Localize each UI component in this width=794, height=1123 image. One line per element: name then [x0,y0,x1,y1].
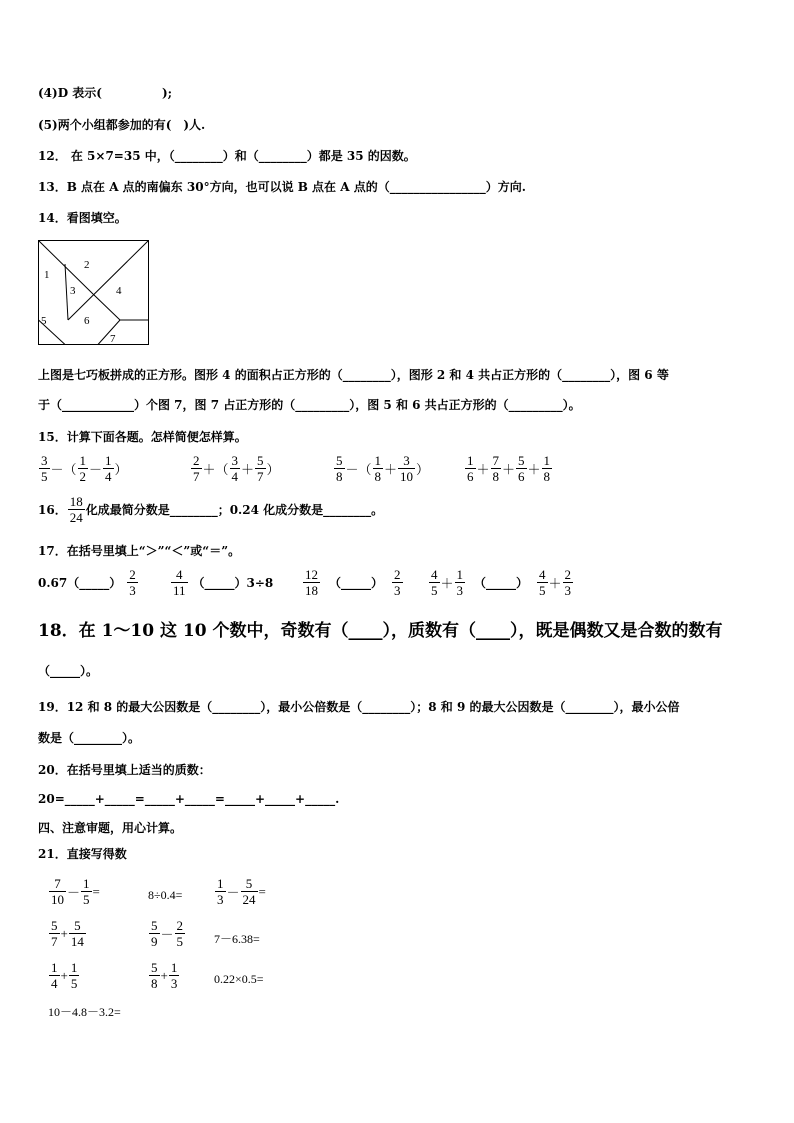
q21-item-7: $\frac{1}{4}$ + $\frac{1}{5}$ [51,960,78,991]
fraction: $\frac{4}{11}$ [173,567,186,598]
fraction: $\frac{5}{14}$ [70,918,84,949]
fraction: $\frac{5}{24}$ [242,876,256,907]
q21-item-3: $\frac{1}{3}$ － $\frac{5}{24}$ = [217,876,266,907]
question-16: 16． $\frac{18}{24}$ 化成最简分数是________；0.24 化成分数是________。 [38,494,384,525]
fraction: $\frac{5}{7}$ [257,453,264,484]
q15-expr-3: $\frac{5}{8}$ －（ $\frac{1}{8}$ ＋ $\frac{3}{10}$ ） [336,453,430,484]
q21-item-1: $\frac{7}{10}$ － $\frac{1}{5}$ = [51,876,100,907]
tangram-label-4: 4 [116,285,122,297]
question-19-a: 19．12 和 8 的最大公因数是（________），最小公倍数是（________）；8 和 9 的最大公因数是（________），最小公倍 [38,700,680,714]
fraction: $\frac{1}{3}$ [217,876,224,907]
q21-item-8: $\frac{5}{8}$ + $\frac{1}{3}$ [151,960,178,991]
question-19-b: 数是（________）。 [38,731,141,745]
q21-item-5: $\frac{5}{9}$ － $\frac{2}{5}$ [151,918,184,949]
tangram-label-7: 7 [110,333,116,345]
fraction: $\frac{1}{4}$ [51,960,58,991]
fraction: $\frac{2}{3}$ [129,567,136,598]
q21-item-9: 0.22×0.5= [214,972,264,986]
fraction: $\frac{2}{7}$ [193,453,200,484]
fraction: $\frac{1}{3}$ [170,960,178,991]
fraction: $\frac{5}{6}$ [518,453,525,484]
fraction: $\frac{12}{18}$ [305,567,318,598]
fraction: $\frac{1}{3}$ [456,567,464,598]
question-15: 15．计算下面各题。怎样简便怎样算。 [38,430,247,444]
question-20: 20．在括号里填上适当的质数： [38,763,211,777]
fraction: $\frac{1}{5}$ [70,960,78,991]
fraction: $\frac{4}{5}$ [539,567,546,598]
q17-item-3: $\frac{12}{18}$ （_____） $\frac{2}{3}$ [305,567,401,598]
fraction: $\frac{4}{5}$ [431,567,438,598]
question-21: 21．直接写得数 [38,847,127,861]
tangram-label-6: 6 [84,315,90,327]
question-20-blanks: 20=_____+_____=_____+_____=_____+_____+_____. [38,792,340,806]
tangram-figure [38,240,150,346]
fraction: $\frac{2}{3}$ [564,567,572,598]
question-13: 13．B 点在 A 点的南偏东 30°方向，也可以说 B 点在 A 点的（________________）方向. [38,180,526,194]
fraction: $\frac{1}{8}$ [374,453,382,484]
fraction: $\frac{1}{4}$ [105,453,112,484]
fraction: $\frac{2}{5}$ [176,918,184,949]
tangram-label-3: 3 [70,285,76,297]
section-4-heading: 四、注意审题，用心计算。 [38,821,183,835]
q21-item-6: 7－6.38= [214,932,260,946]
q17-item-1: 0.67（_____） $\frac{2}{3}$ [38,567,136,598]
q15-expr-4: $\frac{1}{6}$ ＋ $\frac{7}{8}$ ＋ $\frac{5}{6}$ ＋ $\frac{1}{8}$ [467,453,551,484]
question-18-a: 18．在 1～10 这 10 个数中，奇数有（____），质数有（____），既是偶数又是合数的数有 [38,621,723,641]
question-14-text-a: 上图是七巧板拼成的正方形。图形 4 的面积占正方形的（________），图形 2 和 4 共占正方形的（________），图 6 等 [38,368,669,382]
question-14: 14．看图填空。 [38,211,127,225]
question-18-b: （_____）。 [38,664,99,678]
fraction: $\frac{3}{4}$ [231,453,239,484]
q21-item-10: 10－4.8－3.2= [48,1005,121,1019]
fraction: $\frac{1}{5}$ [83,876,90,907]
question-17: 17．在括号里填上“＞”“＜”或“＝”。 [38,544,241,558]
tangram-label-5: 5 [41,315,47,327]
fraction: $\frac{1}{2}$ [79,453,87,484]
tangram-label-1: 1 [44,269,50,281]
fraction: $\frac{5}{7}$ [51,918,58,949]
fraction: $\frac{3}{10}$ [400,453,414,484]
question-12: 12． 在 5×7=35 中，（________）和（________）都是 35 的因数。 [38,149,416,163]
q15-expr-2: $\frac{2}{7}$ ＋（ $\frac{3}{4}$ ＋ $\frac{5}{7}$ ） [193,453,280,484]
q15-expr-1: $\frac{3}{5}$ －（ $\frac{1}{2}$ － $\frac{1}{4}$ ） [41,453,128,484]
fraction: $\frac{5}{8}$ [336,453,343,484]
q17-item-2: $\frac{4}{11}$ （_____）3÷8 [173,567,274,598]
question-14-text-b: 于（____________）个图 7，图 7 占正方形的（_________），图 5 和 6 共占正方形的（_________）。 [38,398,581,412]
q17-item-4: $\frac{4}{5}$ ＋ $\frac{1}{3}$ （_____） $\frac{4}{5}$ ＋ $\frac{2}{3}$ [431,567,572,598]
fraction: $\frac{7}{8}$ [492,453,500,484]
fraction: $\frac{5}{8}$ [151,960,158,991]
line-4d: (4)D 表示( ); [38,86,173,100]
fraction: $\frac{1}{8}$ [543,453,551,484]
tangram-label-2: 2 [84,259,90,271]
q21-item-2: 8÷0.4= [148,888,183,902]
fraction: $\frac{1}{6}$ [467,453,474,484]
fraction: $\frac{18}{24}$ [69,494,83,525]
fraction: $\frac{3}{5}$ [41,453,48,484]
line-5: (5)两个小组都参加的有( )人. [38,118,206,132]
fraction: $\frac{5}{9}$ [151,918,158,949]
q21-item-4: $\frac{5}{7}$ + $\frac{5}{14}$ [51,918,84,949]
fraction: $\frac{2}{3}$ [394,567,401,598]
fraction: $\frac{7}{10}$ [51,876,64,907]
